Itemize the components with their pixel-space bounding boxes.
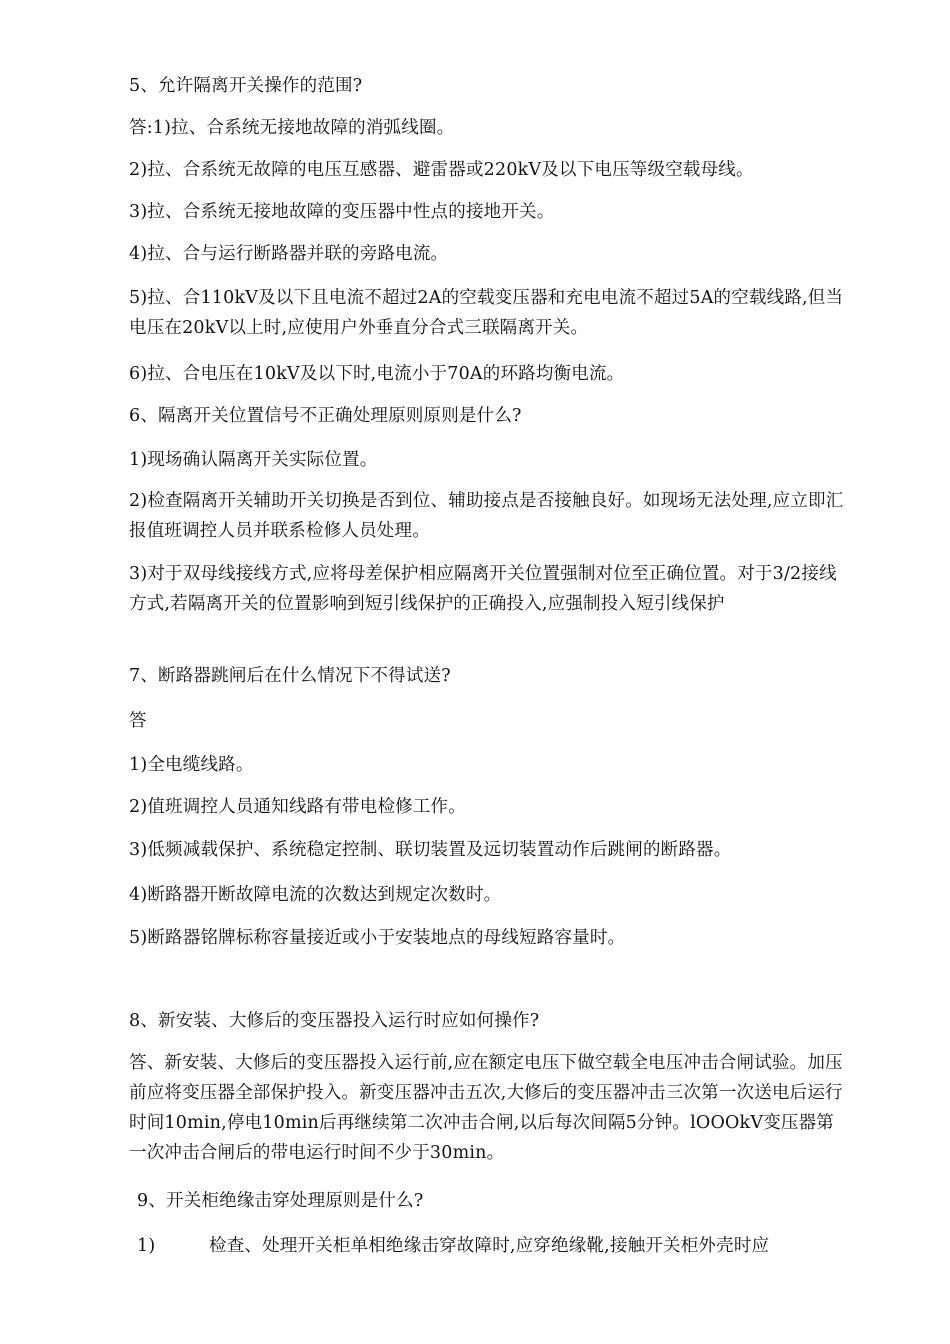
answer-7-item-5: 5)断路器铭牌标称容量接近或小于安装地点的母线短路容量时。 — [129, 928, 626, 948]
question-9-heading: 9、开关柜绝缘击穿处理原则是什么? — [137, 1191, 424, 1211]
answer-7-item-4: 4)断路器开断故障电流的次数达到规定次数时。 — [129, 885, 502, 905]
answer-5-item-2: 2)拉、合系统无故障的电压互感器、避雷器或220kV及以下电压等级空载母线。 — [129, 160, 754, 180]
answer-8-body: 答、新安装、大修后的变压器投入运行前,应在额定电压下做空载全电压冲击合闸试验。加压前应将变压器全部保护投入。新变压器冲击五次,大修后的变压器冲击三次第一次送电后运行时间10min,停电10min后再继续第二次冲击合闸,以后每次间隔5分钟。lOOOkV变压器第一次冲击合闸后的带电运行时间不少于30min。 — [129, 1053, 843, 1163]
answer-5-item-6: 6)拉、合电压在10kV及以下时,电流小于70A的环路均衡电流。 — [129, 364, 625, 384]
answer-5-item-5: 5)拉、合110kV及以下且电流不超过2A的空载变压器和充电电流不超过5A的空载线路,但当电压在20kV以上时,应使用户外垂直分合式三联隔离开关。 — [129, 288, 844, 338]
answer-9-item-1 — [137, 1231, 844, 1261]
answer-7-item-2: 2)值班调控人员通知线路有带电检修工作。 — [129, 797, 466, 817]
answer-7-label: 答 — [129, 711, 147, 731]
answer-7-item-1: 1)全电缆线路。 — [129, 755, 254, 775]
answer-9-item-1-text: 检查、处理开关柜单相绝缘击穿故障时,应穿绝缘靴,接触开关柜外壳时应 — [209, 1236, 770, 1256]
answer-5-item-1: 答:1)拉、合系统无接地故障的消弧线圈。 — [129, 118, 455, 138]
answer-7-item-3: 3)低频减载保护、系统稳定控制、联切装置及远切装置动作后跳闸的断路器。 — [129, 840, 732, 860]
question-8-heading: 8、新安装、大修后的变压器投入运行时应如何操作? — [129, 1011, 540, 1031]
question-7-heading: 7、断路器跳闸后在什么情况下不得试送? — [129, 666, 451, 686]
question-6-heading: 6、隔离开关位置信号不正确处理原则原则是什么? — [129, 406, 522, 426]
answer-6-item-3: 3)对于双母线接线方式,应将母差保护相应隔离开关位置强制对位至正确位置。对于3/2接线方式,若隔离开关的位置影响到短引线保护的正确投入,应强制投入短引线保护 — [129, 564, 837, 614]
answer-5-item-4: 4)拉、合与运行断路器并联的旁路电流。 — [129, 244, 449, 264]
answer-6-item-1: 1)现场确认隔离开关实际位置。 — [129, 450, 378, 470]
answer-6-item-2: 2)检查隔离开关辅助开关切换是否到位、辅助接点是否接触良好。如现场无法处理,应立即汇报值班调控人员并联系检修人员处理。 — [129, 491, 844, 541]
answer-9-item-1-number: 1) — [137, 1236, 156, 1256]
question-5-heading: 5、允许隔离开关操作的范围? — [129, 76, 363, 96]
answer-5-item-3: 3)拉、合系统无接地故障的变压器中性点的接地开关。 — [129, 202, 555, 222]
